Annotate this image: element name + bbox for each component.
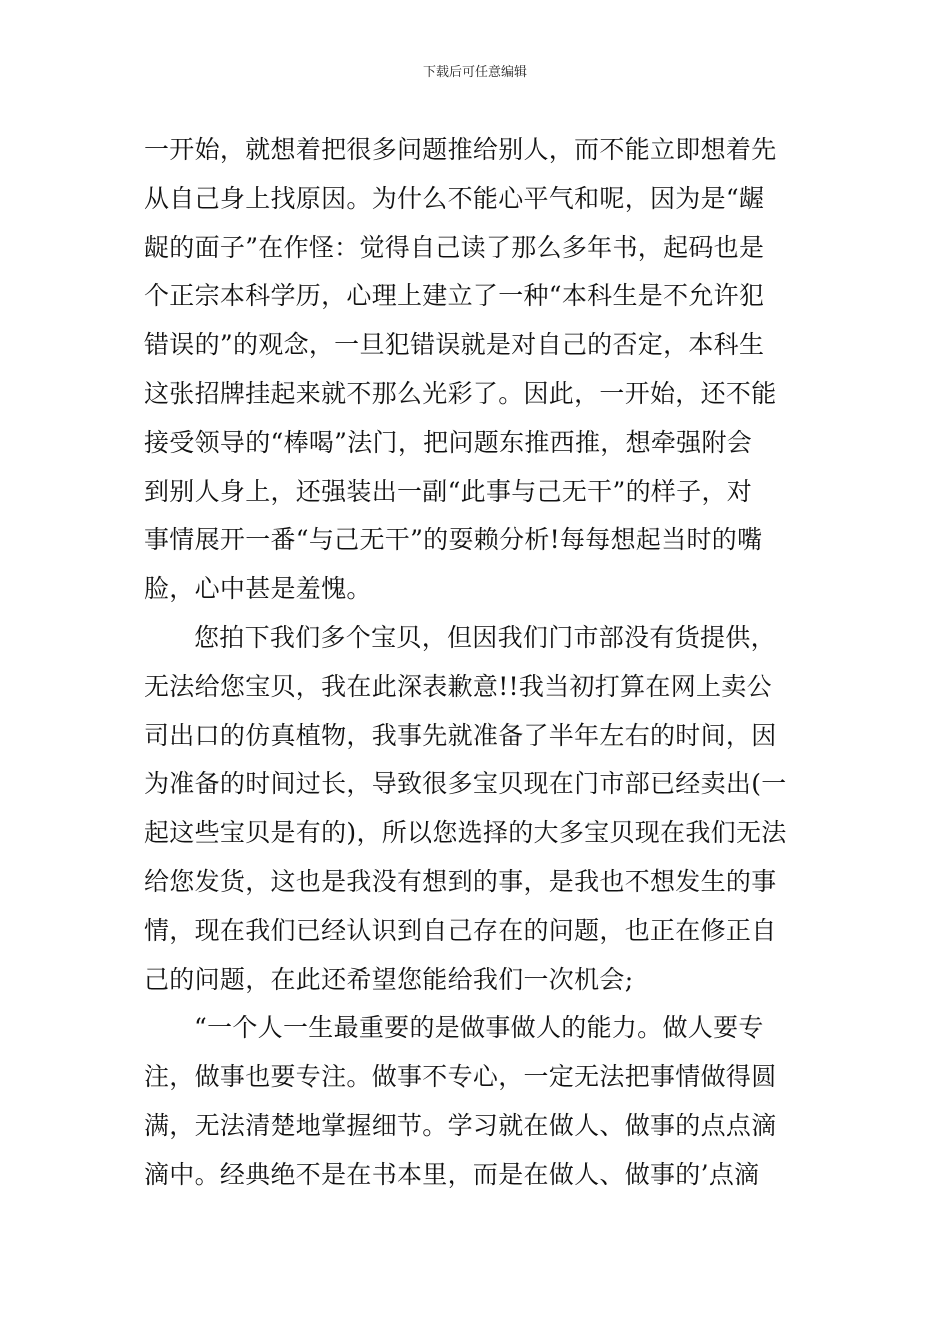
text-line: 龊的面子”在作怪：觉得自己读了那么多年书，起码也是 [144,232,765,262]
text-line: 己的问题，在此还希望您能给我们一次机会; [144,964,634,994]
text-line: 这张招牌挂起来就不那么光彩了。因此，一开始，还不能 [144,378,777,408]
text-line: 给您发货，这也是我没有想到的事，是我也不想发生的事 [144,866,777,896]
document-body [144,126,808,1200]
paragraph-3 [144,1004,808,1199]
text-line: 到别人身上，还强装出一副“此事与己无干”的样子，对 [144,476,753,506]
text-line: 滴中。经典绝不是在书本里，而是在做人、做事的’点滴 [144,1159,760,1189]
text-line: 注，做事也要专注。做事不专心，一定无法把事情做得圆 [144,1062,777,1092]
text-line: 满，无法清楚地掌握细节。学习就在做人、做事的点点滴 [144,1110,777,1140]
text-line: “一个人一生最重要的是做事做人的能力。做人要专 [194,1013,764,1043]
text-line: 为准备的时间过长，导致很多宝贝现在门市部已经卖出(一 [144,769,787,799]
text-line: 脸，心中甚是羞愧。 [144,574,372,604]
text-line: 无法给您宝贝，我在此深表歉意!!我当初打算在网上卖公 [144,671,772,701]
text-line: 接受领导的“棒喝”法门，把问题东推西推，想牵强附会 [144,427,753,457]
paragraph-2 [144,614,808,1004]
text-line: 一开始，就想着把很多问题推给别人，而不能立即想着先 [144,135,777,164]
text-line: 司出口的仿真植物，我事先就准备了半年左右的时间，因 [144,720,777,750]
text-line: 您拍下我们多个宝贝，但因我们门市部没有货提供， [194,622,776,652]
text-line: 起这些宝贝是有的)，所以您选择的大多宝贝现在我们无法 [144,818,787,848]
paragraph-1 [144,126,808,614]
text-line: 事情展开一番“与己无干”的耍赖分析!每每想起当时的嘴 [144,525,763,555]
page-header: 下载后可任意编辑 [422,65,527,80]
text-line: 从自己身上找原因。为什么不能心平气和呢，因为是“龌 [144,183,765,213]
text-line: 个正宗本科学历，心理上建立了一种“本科生是不允许犯 [144,281,765,311]
text-line: 错误的”的观念，一旦犯错误就是对自己的否定，本科生 [144,330,765,360]
text-line: 情，现在我们已经认识到自己存在的问题，也正在修正自 [144,915,777,945]
